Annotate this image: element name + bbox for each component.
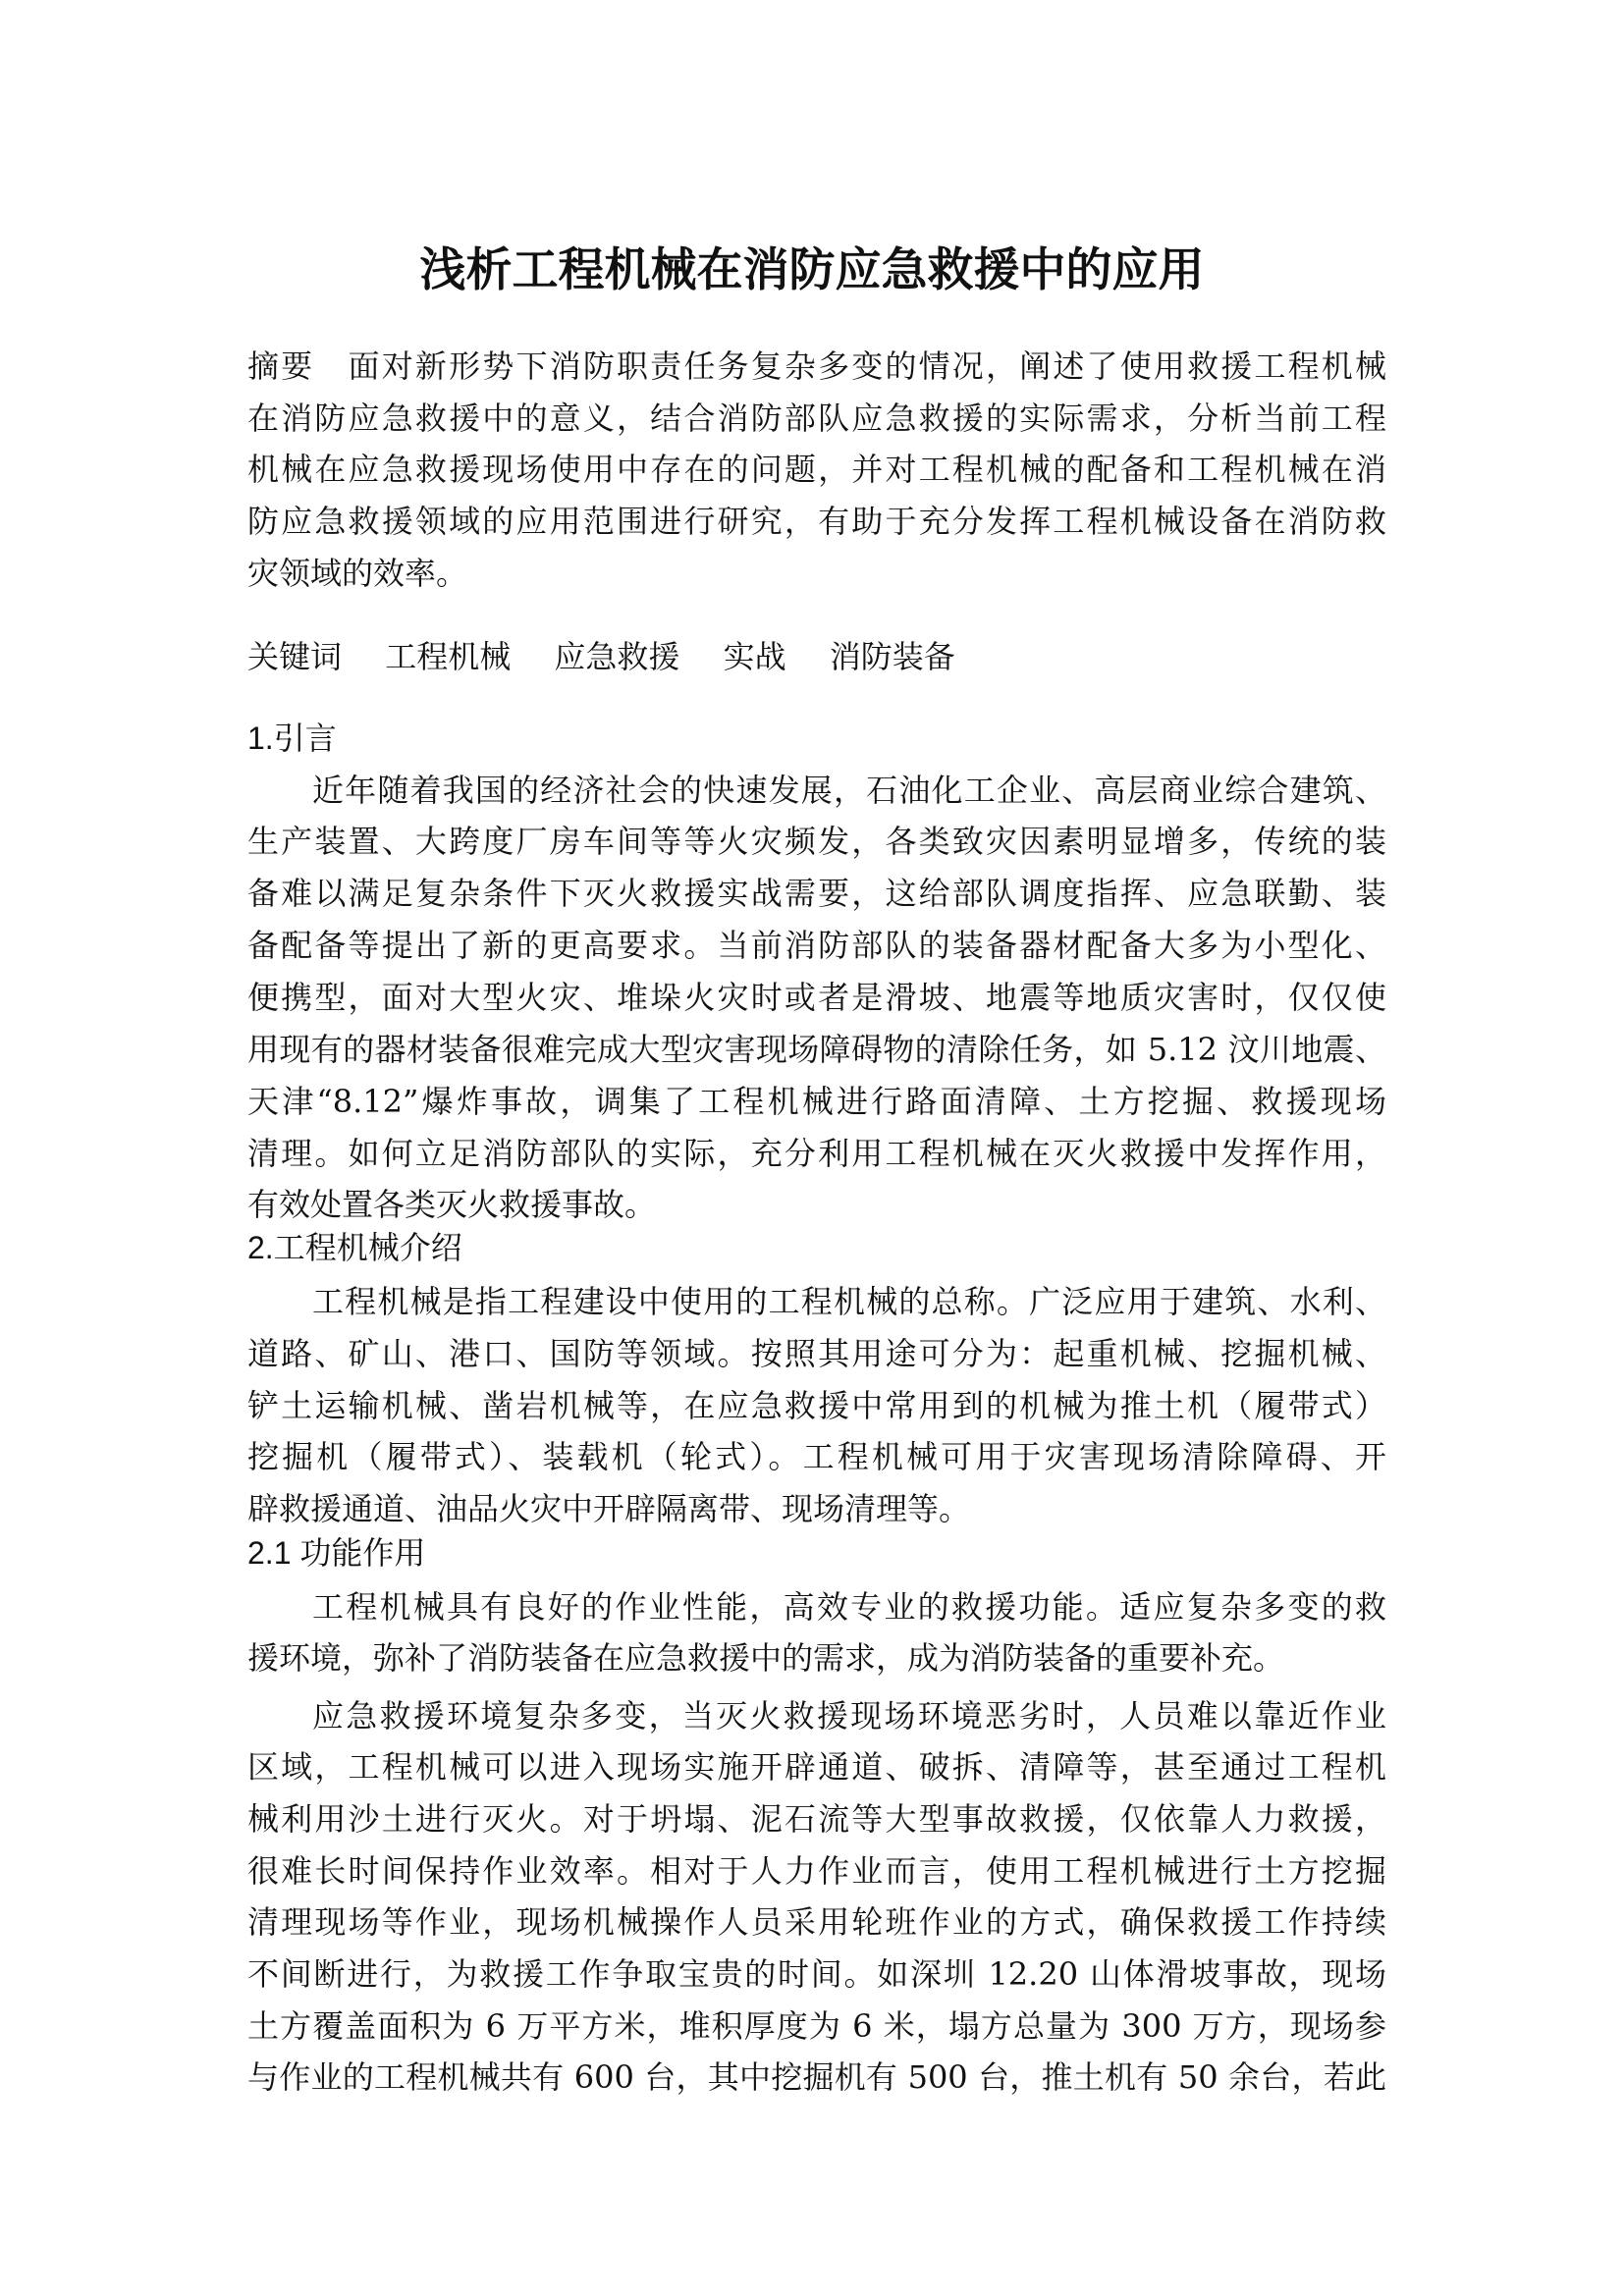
paragraph-line: 道路、矿山、港口、国防等领域。按照其用途可分为：起重机械、挖掘机械、 bbox=[247, 1335, 1386, 1372]
keyword: 消防装备 bbox=[829, 638, 955, 675]
keyword: 实战 bbox=[723, 638, 786, 675]
paragraph-line: 便携型，面对大型火灾、堆垛火灾时或者是滑坡、地震等地质灾害时，仅仅使 bbox=[247, 979, 1386, 1016]
abstract-line: 在消防应急救援中的意义，结合消防部队应急救援的实际需求，分析当前工程 bbox=[247, 400, 1386, 437]
abstract-line: 防应急救援领域的应用范围进行研究，有助于充分发挥工程机械设备在消防救 bbox=[247, 503, 1386, 540]
keyword: 应急救援 bbox=[554, 638, 680, 675]
paragraph-line: 备配备等提出了新的更高要求。当前消防部队的装备器材配备大多为小型化、 bbox=[247, 927, 1386, 964]
abstract-line: 摘要 面对新形势下消防职责任务复杂多变的情况，阐述了使用救援工程机械 bbox=[247, 347, 1386, 385]
paragraph-line: 应急救援环境复杂多变，当灭火救援现场环境恶劣时，人员难以靠近作业 bbox=[312, 1697, 1386, 1735]
paragraph-line: 与作业的工程机械共有 600 台，其中挖掘机有 500 台，推土机有 50 余台，若此 bbox=[247, 2058, 1386, 2096]
paragraph-line: 械利用沙土进行灭火。对于坍塌、泥石流等大型事故救援，仅依靠人力救援， bbox=[247, 1800, 1386, 1838]
paragraph-line: 近年随着我国的经济社会的快速发展，石油化工企业、高层商业综合建筑、 bbox=[312, 772, 1386, 809]
paragraph-line: 清理现场等作业，现场机械操作人员采用轮班作业的方式，确保救援工作持续 bbox=[247, 1903, 1386, 1941]
keywords-label: 关键词 bbox=[247, 638, 343, 675]
paragraph-line: 土方覆盖面积为 6 万平方米，堆积厚度为 6 米，塌方总量为 300 万方，现场参 bbox=[247, 2007, 1386, 2045]
paragraph-line: 区域，工程机械可以进入现场实施开辟通道、破拆、清障等，甚至通过工程机 bbox=[247, 1748, 1386, 1786]
document-title: 浅析工程机械在消防应急救援中的应用 bbox=[419, 243, 1205, 297]
paragraph-line: 援环境，弥补了消防装备在应急救援中的需求，成为消防装备的重要补充。 bbox=[247, 1639, 1285, 1677]
paragraph-line: 备难以满足复杂条件下灭火救援实战需要，这给部队调度指挥、应急联勤、装 bbox=[247, 875, 1386, 912]
paragraph-line: 工程机械具有良好的作业性能，高效专业的救援功能。适应复杂多变的救 bbox=[312, 1588, 1386, 1626]
abstract-line: 灾领域的效率。 bbox=[247, 555, 468, 592]
paragraph-line: 天津“8.12”爆炸事故，调集了工程机械进行路面清障、土方挖掘、救援现场 bbox=[247, 1083, 1386, 1120]
keywords bbox=[247, 637, 989, 676]
paragraph-line: 工程机械是指工程建设中使用的工程机械的总称。广泛应用于建筑、水利、 bbox=[312, 1283, 1386, 1320]
abstract-line: 机械在应急救援现场使用中存在的问题，并对工程机械的配备和工程机械在消 bbox=[247, 451, 1386, 488]
section-heading: 2.1 功能作用 bbox=[247, 1535, 426, 1571]
section-heading: 2.工程机械介绍 bbox=[247, 1230, 462, 1265]
paragraph-line: 铲土运输机械、凿岩机械等，在应急救援中常用到的机械为推土机（履带式） bbox=[247, 1387, 1386, 1424]
paragraph-line: 挖掘机（履带式）、装载机（轮式）。工程机械可用于灾害现场清除障碍、开 bbox=[247, 1438, 1386, 1475]
paragraph-line: 用现有的器材装备很难完成大型灾害现场障碍物的清除任务，如 5.12 汶川地震、 bbox=[247, 1031, 1386, 1068]
paragraph-line: 辟救援通道、油品火灾中开辟隔离带、现场清理等。 bbox=[247, 1490, 971, 1527]
paragraph-line: 有效处置各类灭火救援事故。 bbox=[247, 1186, 657, 1223]
paragraph-line: 不间断进行，为救援工作争取宝贵的时间。如深圳 12.20 山体滑坡事故，现场 bbox=[247, 1955, 1386, 1993]
section-heading: 1.引言 bbox=[247, 721, 337, 756]
keyword: 工程机械 bbox=[385, 638, 512, 675]
paragraph-line: 生产装置、大跨度厂房车间等等火灾频发，各类致灾因素明显增多，传统的装 bbox=[247, 823, 1386, 860]
paragraph-line: 清理。如何立足消防部队的实际，充分利用工程机械在灭火救援中发挥作用， bbox=[247, 1135, 1386, 1172]
paragraph-line: 很难长时间保持作业效率。相对于人力作业而言，使用工程机械进行土方挖掘 bbox=[247, 1852, 1386, 1890]
